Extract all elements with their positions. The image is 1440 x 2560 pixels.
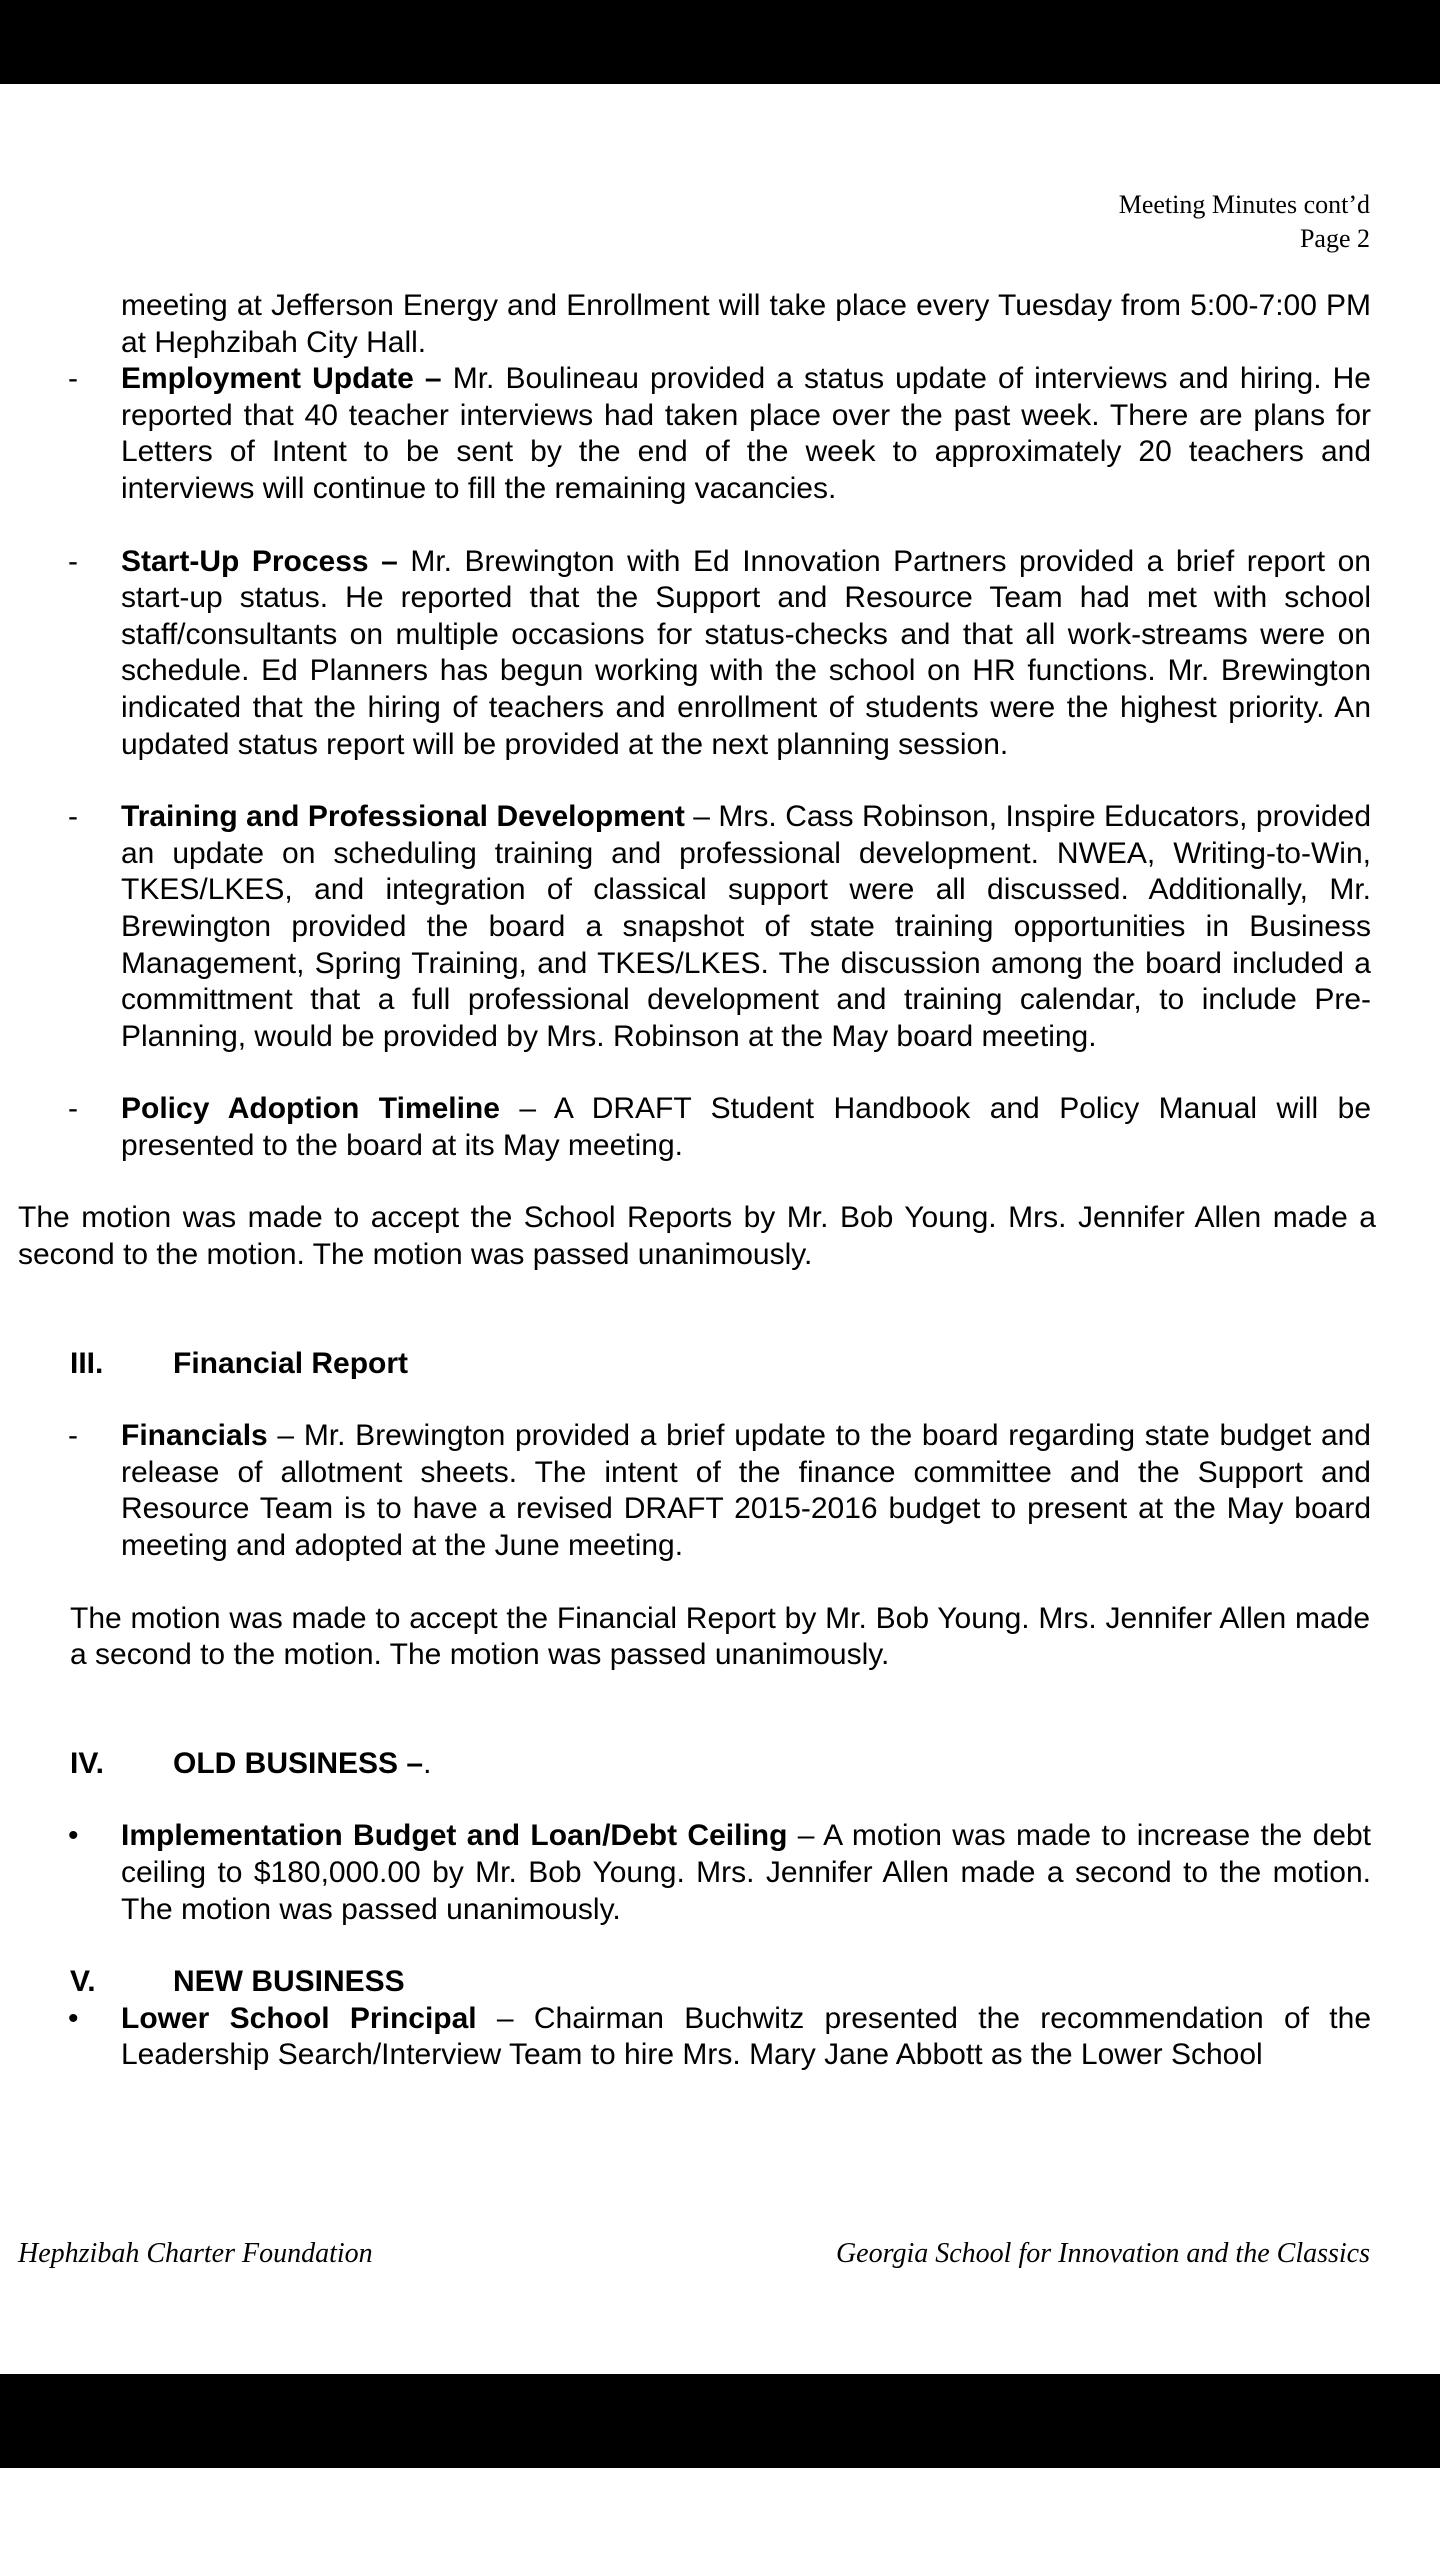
item-text: – Mrs. Cass Robinson, Inspire Educators, provided an update on scheduling training and professional development. NWEA, Writing-to-Win, TKES/LKES, and integration of classical support were all discussed. Additionally, Mr. Brewington provided the board a snapshot of state training opportunities in Business Management, Spring Training, and TKES/LKES. The discussion among the board included a committment that a full professional development and training calendar, to include Pre-Planning, would be provided by Mrs. Robinson at the May board meeting. <box>121 800 1372 1053</box>
dash-marker: - <box>68 1092 78 1126</box>
item-heading: Training and Professional Development <box>121 800 685 834</box>
section-suffix: . <box>423 1746 432 1780</box>
employment-update-item <box>68 361 1371 507</box>
policy-adoption-item <box>68 1091 1371 1164</box>
bullet-marker: • <box>68 1819 79 1853</box>
bullet-marker: • <box>68 2001 79 2035</box>
page-footer <box>18 2237 1370 2271</box>
page-number: Page 2 <box>1299 224 1370 253</box>
item-text: Mr. Boulineau provided a status update of interviews and hiring. He reported that 40 teacher interviews had taken place over the past week. There are plans for Letters of Intent to be sent by the end of the week to approximately 20 teachers and interviews will continue to fill the remaining vacancies. <box>121 362 1371 505</box>
item-heading: Financials <box>121 1419 268 1453</box>
section-number: III. <box>70 1346 104 1380</box>
document-body <box>0 288 1440 2074</box>
item-heading: Policy Adoption Timeline <box>121 1092 500 1126</box>
item-text: – Mr. Brewington provided a brief update to the board regarding state budget and release of allotment sheets. The intent of the finance committee and the Support and Resource Team is to have a revised DRAFT 2015-2016 budget to present at the May board meeting and adopted at the June meeting. <box>121 1419 1371 1563</box>
section-title: NEW BUSINESS <box>173 1965 405 1999</box>
footer-right: Georgia School for Innovation and the Classics <box>835 2238 1370 2269</box>
dash-marker: - <box>68 544 78 578</box>
item-text: – A motion was made to increase the debt ceiling to $180,000.00 by Mr. Bob Young. Mrs. Jennifer Allen made a second to the motion. The motion was passed unanimously. <box>121 1819 1371 1926</box>
section-title: Financial Report <box>173 1346 409 1380</box>
school-reports-motion: The motion was made to accept the School Reports by Mr. Bob Young. Mrs. Jennifer Allen made a second to the motion. The motion was passed unanimously. <box>18 1201 1376 1272</box>
implementation-budget-item <box>68 1818 1371 1928</box>
header-title: Meeting Minutes cont’d <box>1118 190 1370 219</box>
section-number: V. <box>70 1965 96 1999</box>
top-black-bar <box>0 0 1440 84</box>
startup-process-item <box>68 544 1371 764</box>
continuation-text: meeting at Jefferson Energy and Enrollment will take place every Tuesday from 5:00-7:00 PM at Hephzibah City Hall. <box>121 289 1371 359</box>
training-development-item <box>68 799 1372 1055</box>
financial-report-motion: The motion was made to accept the Financial Report by Mr. Bob Young. Mrs. Jennifer Allen made a second to the motion. The motion was passed unanimously. <box>70 1601 1370 1672</box>
item-heading: Implementation Budget and Loan/Debt Ceiling <box>121 1819 788 1853</box>
item-heading: Employment Update – <box>121 362 442 396</box>
item-text: – A DRAFT Student Handbook and Policy Manual will be presented to the board at its May meeting. <box>121 1092 1371 1162</box>
lower-school-principal-item <box>68 2001 1372 2074</box>
financials-item <box>68 1418 1371 1564</box>
item-heading: Lower School Principal <box>121 2001 477 2035</box>
dash-marker: - <box>68 800 78 834</box>
section-number: IV. <box>70 1746 104 1780</box>
bottom-black-bar <box>0 2374 1440 2468</box>
item-text: – Chairman Buchwitz presented the recommendation of the Leadership Search/Interview Team to hire Mrs. Mary Jane Abbott as the Lower School <box>121 2001 1372 2072</box>
section-old-business <box>70 1746 1440 1783</box>
item-text: Mr. Brewington with Ed Innovation Partners provided a brief report on start-up status. He reported that the Support and Resource Team had met with school staff/consultants on multiple occasions for status-checks and that all work-streams were on schedule. Ed Planners has begun working with the school on HR functions. Mr. Brewington indicated that the hiring of teachers and enrollment of students were the highest priority. An updated status report will be provided at the next planning session. <box>121 544 1371 761</box>
section-financial-report <box>70 1346 1440 1383</box>
item-heading: Start-Up Process – <box>121 544 398 578</box>
section-new-business <box>70 1964 1440 2001</box>
section-title: OLD BUSINESS – <box>173 1746 424 1780</box>
page-header <box>1119 188 1370 256</box>
dash-marker: - <box>68 362 78 396</box>
footer-left: Hephzibah Charter Foundation <box>18 2238 373 2269</box>
dash-marker: - <box>68 1419 78 1453</box>
